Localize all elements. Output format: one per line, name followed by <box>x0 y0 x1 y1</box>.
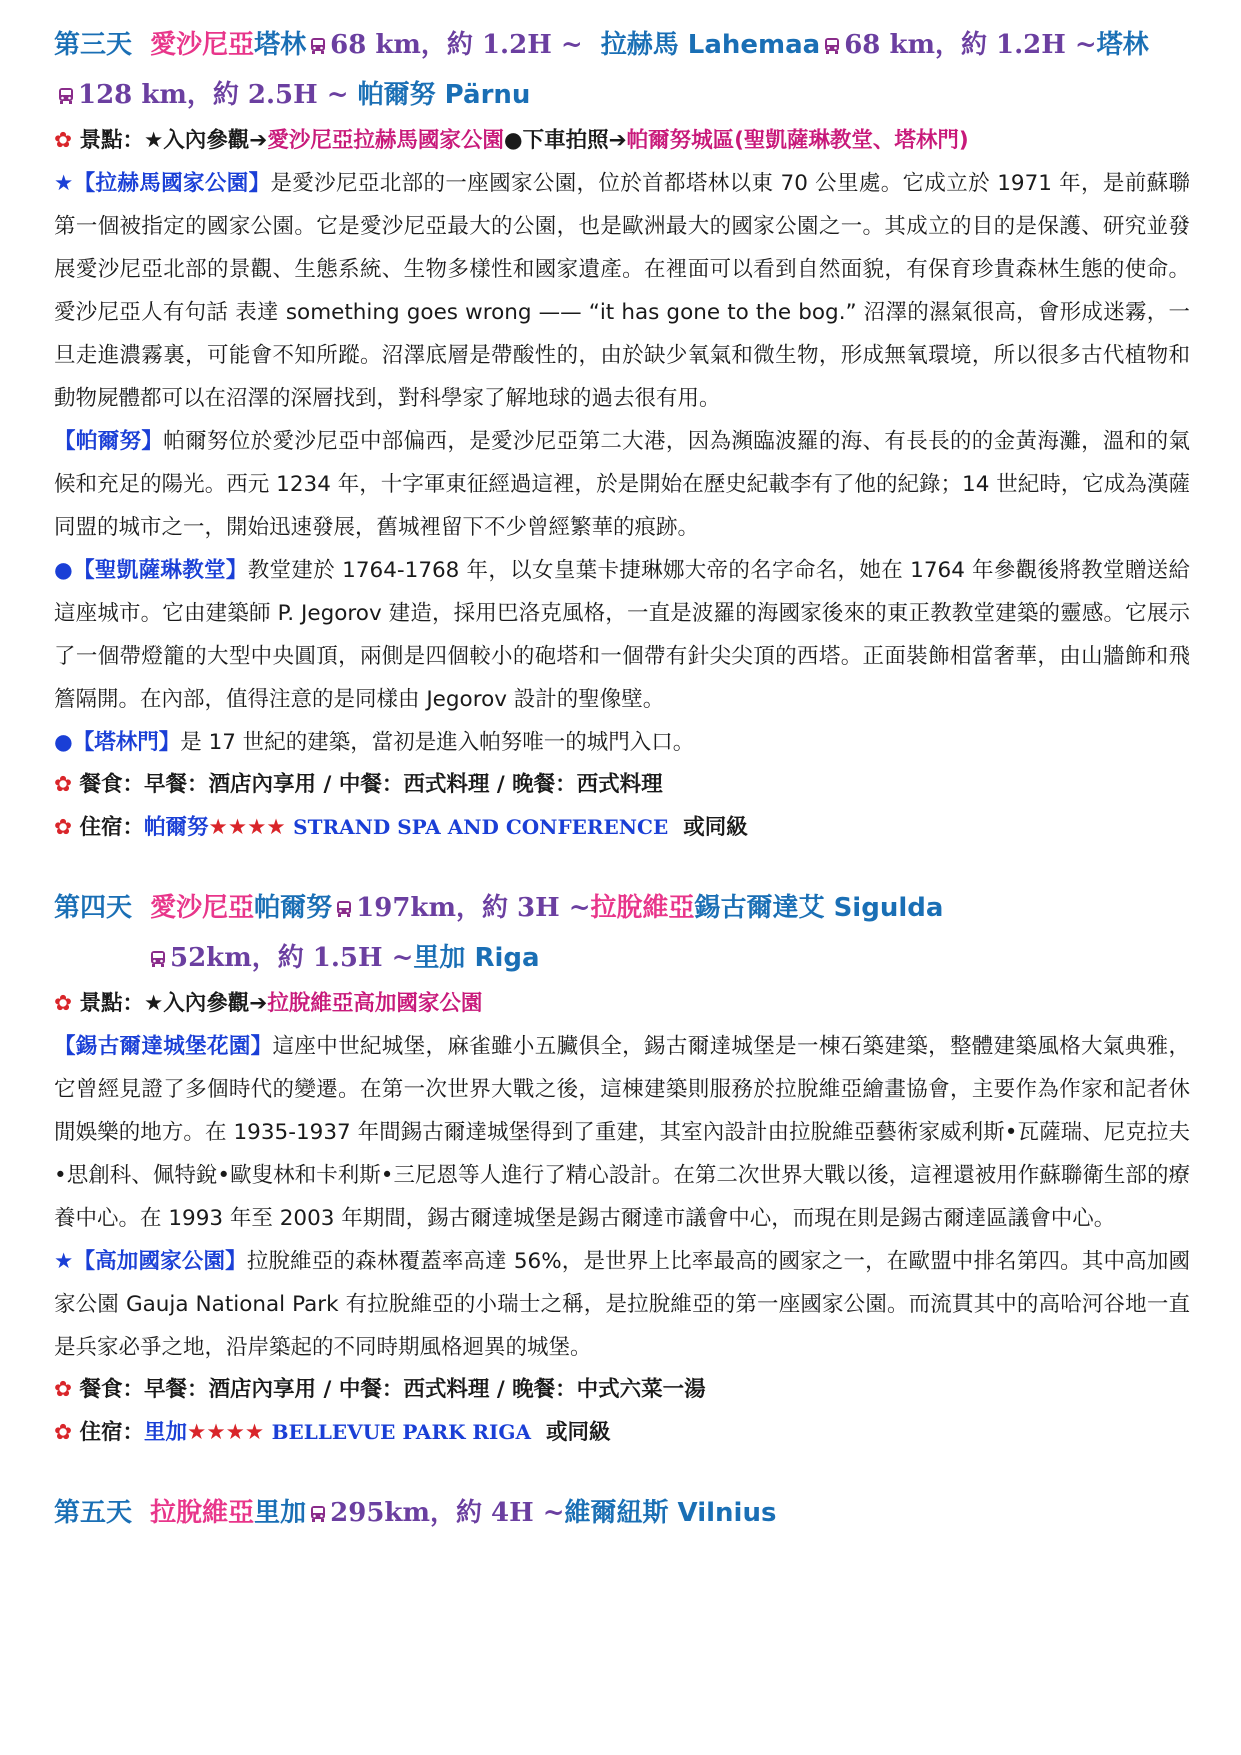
day4-stay-stars: ★★★★ <box>187 1420 265 1445</box>
gauja-paragraph <box>54 1240 1190 1369</box>
lahemaa-paragraph <box>54 162 1190 420</box>
bus-icon <box>823 37 841 55</box>
day4-dist2: 52km，約 1.5H ~ <box>170 943 414 973</box>
day4-place3: 里加 Riga <box>413 943 540 973</box>
parnu-title: 【帕爾努】 <box>54 429 164 454</box>
day5-place2: 維爾紐斯 Vilnius <box>564 1498 777 1528</box>
day3-sights <box>54 120 1190 162</box>
church-title: 【聖凱薩琳教堂】 <box>73 558 248 583</box>
flower-icon: ✿ <box>54 772 73 797</box>
bus-icon <box>57 87 75 105</box>
day4-country2: 拉脫維亞 <box>590 893 695 923</box>
day4-hotel-name: BELLEVUE PARK RIGA <box>271 1420 531 1444</box>
dot-icon: ● <box>54 558 74 583</box>
parnu-text: 帕爾努位於愛沙尼亞中部偏西，是愛沙尼亞第二大港，因為瀕臨波羅的海、有長長的的金黃海灘，溫和的氣候和充足的陽光。西元 1234 年，十字軍東征經過這裡，於是開始在歷史紀載李有了他的紀錄；14 世紀時，它成為漢薩同盟的城市之一，開始迅速發展，舊城裡留下不少曾經繁華的痕跡。 <box>54 429 1190 540</box>
gate-title: 【塔林門】 <box>72 730 181 755</box>
day4-stay-label: 住宿： <box>79 1420 145 1445</box>
day4-sights-label: 景點：★入內參觀 <box>79 991 250 1016</box>
day4-dist1: 197km，約 3H ~ <box>356 893 591 923</box>
day4-meal-text: 餐食：早餐：酒店內享用 / 中餐：西式料理 / 晚餐：中式六菜一湯 <box>79 1377 706 1402</box>
day3-dist1: 68 km，約 1.2H ~ <box>330 30 583 60</box>
day3-sights-label: 景點：★入內參觀 <box>79 128 250 153</box>
day3-heading <box>54 20 1190 70</box>
day5-heading <box>54 1488 1190 1538</box>
bus-icon <box>309 37 327 55</box>
castle-text: 這座中世紀城堡，麻雀雖小五臟俱全，錫古爾達城堡是一棟石築建築，整體建築風格大氣典雅，它曾經見證了多個時代的變遷。在第一次世界大戰之後，這棟建築則服務於拉脫維亞繪畫協會，主要作為作家和記者休閒娛樂的地方。在 1935-1937 年間錫古爾達城堡得到了重建，其室內設計由拉脫維亞藝術家威利斯•瓦薩瑞、尼克拉夫•思創科、佩特銳•歐叟林和卡利斯•三尼恩等人進行了精心設計。在第二次世界大戰以後，這裡還被用作蘇聯衛生部的療養中心。在 1993 年至 2003 年期間，錫古爾達城堡是錫古爾達市議會中心，而現在則是錫古爾達區議會中心。 <box>54 1034 1190 1231</box>
day3-dist3: 128 km，約 2.5H ~ <box>78 80 349 110</box>
bus-icon <box>309 1505 327 1523</box>
church-paragraph <box>54 549 1190 721</box>
day3-sights-2: 帕爾努城區(聖凱薩琳教堂、塔林門) <box>626 128 969 153</box>
day4-stay <box>54 1411 1190 1454</box>
day4-heading-line2 <box>54 933 1190 983</box>
gate-text: 是 17 世紀的建築，當初是進入帕努唯一的城門入口。 <box>180 730 695 755</box>
arrow-icon: ➔ <box>249 128 268 153</box>
star-icon: ★ <box>54 171 74 196</box>
bus-icon <box>335 900 353 918</box>
church-text: 教堂建於 1764-1768 年，以女皇葉卡捷琳娜大帝的名字命名，她在 1764 年參觀後將教堂贈送給這座城市。它由建築師 P. Jegorov 建造，採用巴洛克風格，一直是波羅的海國家後來的東正教教堂建築的靈感。它展示了一個帶燈籠的大型中央圓頂，兩側是四個較小的砲塔和一個帶有針尖尖頂的西塔。正面裝飾相當奢華，由山牆飾和飛簷隔開。在內部，值得注意的是同樣由 Jegorov 設計的聖像壁。 <box>54 558 1190 712</box>
lahemaa-text: 是愛沙尼亞北部的一座國家公園，位於首都塔林以東 70 公里處。它成立於 1971 年，是前蘇聯第一個被指定的國家公園。它是愛沙尼亞最大的公園，也是歐洲最大的國家公園之一。其成立的目的是保護、研究並發展愛沙尼亞北部的景觀、生態系統、生物多樣性和國家遺產。在裡面可以看到自然面貌，有保育珍貴森林生態的使命。愛沙尼亞人有句話 表達 something goes wrong —— “it has gone to the bog.” 沼澤的濕氣很高，會形成迷霧，一旦走進濃霧裏，可能會不知所蹤。沼澤底層是帶酸性的，由於缺少氧氣和微生物，形成無氧環境，所以很多古代植物和動物屍體都可以在沼澤的深層找到，對科學家了解地球的過去很有用。 <box>54 171 1190 411</box>
day4-meal <box>54 1369 1190 1411</box>
arrow-icon: ➔ <box>249 991 268 1016</box>
day3-place3: 塔林 <box>1096 30 1149 60</box>
day3-place2: 拉赫馬 Lahemaa <box>600 30 821 60</box>
day5-label: 第五天 <box>54 1498 133 1528</box>
day4-stay-suffix: 或同級 <box>545 1420 611 1445</box>
day4-place2: 錫古爾達艾 Sigulda <box>694 893 944 923</box>
castle-paragraph <box>54 1025 1190 1240</box>
parnu-paragraph <box>54 420 1190 549</box>
day4-sights <box>54 983 1190 1025</box>
lahemaa-title: 【拉赫馬國家公園】 <box>73 171 271 196</box>
day5-dist1: 295km，約 4H ~ <box>330 1498 565 1528</box>
day4-city: 帕爾努 <box>254 893 333 923</box>
day3-place4: 帕爾努 Pärnu <box>357 80 531 110</box>
day3-meal-text: 餐食：早餐：酒店內享用 / 中餐：西式料理 / 晚餐：西式料理 <box>79 772 663 797</box>
day4-label: 第四天 <box>54 893 133 923</box>
day3-sights-mid: ●下車拍照 <box>503 128 609 153</box>
dot-icon: ● <box>54 730 73 755</box>
day3-stay-suffix: 或同級 <box>683 815 748 840</box>
flower-icon: ✿ <box>54 1377 73 1402</box>
day3-dist2: 68 km，約 1.2H ~ <box>844 30 1097 60</box>
flower-icon: ✿ <box>54 991 73 1016</box>
day3-city: 塔林 <box>254 30 307 60</box>
day3-stay-label: 住宿： <box>79 815 145 840</box>
day3-meal <box>54 764 1190 806</box>
gauja-text: 拉脫維亞的森林覆蓋率高達 56%，是世界上比率最高的國家之一，在歐盟中排名第四。其中高加國家公園 Gauja National Park 有拉脫維亞的小瑞士之稱，是拉脫維亞的第一座國家公園。而流貫其中的高哈河谷地一直是兵家必爭之地，沿岸築起的不同時期風格迴異的城堡。 <box>54 1249 1190 1360</box>
day3-sights-1: 愛沙尼亞拉赫馬國家公園 <box>267 128 504 153</box>
gate-paragraph <box>54 721 1190 764</box>
star-icon: ★ <box>54 1249 74 1274</box>
day3-stay-stars: ★★★★ <box>208 815 286 840</box>
day5-country: 拉脫維亞 <box>150 1498 255 1528</box>
castle-title: 【錫古爾達城堡花園】 <box>54 1034 273 1059</box>
day4-heading <box>54 883 1190 933</box>
day4-stay-city: 里加 <box>144 1420 188 1445</box>
flower-icon: ✿ <box>54 1420 73 1445</box>
day3-hotel-name: STRAND SPA AND CONFERENCE <box>293 815 669 839</box>
flower-icon: ✿ <box>54 128 73 153</box>
gauja-title: 【高加國家公園】 <box>73 1249 247 1274</box>
day3-country: 愛沙尼亞 <box>150 30 255 60</box>
day4-country: 愛沙尼亞 <box>150 893 255 923</box>
flower-icon: ✿ <box>54 815 73 840</box>
day3-label: 第三天 <box>54 30 133 60</box>
day5-city: 里加 <box>254 1498 307 1528</box>
arrow-icon: ➔ <box>608 128 627 153</box>
bus-icon <box>149 950 167 968</box>
day3-heading-line2 <box>54 70 1190 120</box>
itinerary-page <box>54 20 1190 1538</box>
day3-stay <box>54 806 1190 849</box>
day3-stay-city: 帕爾努 <box>144 815 209 840</box>
day4-sights-1: 拉脫維亞高加國家公園 <box>267 991 483 1016</box>
